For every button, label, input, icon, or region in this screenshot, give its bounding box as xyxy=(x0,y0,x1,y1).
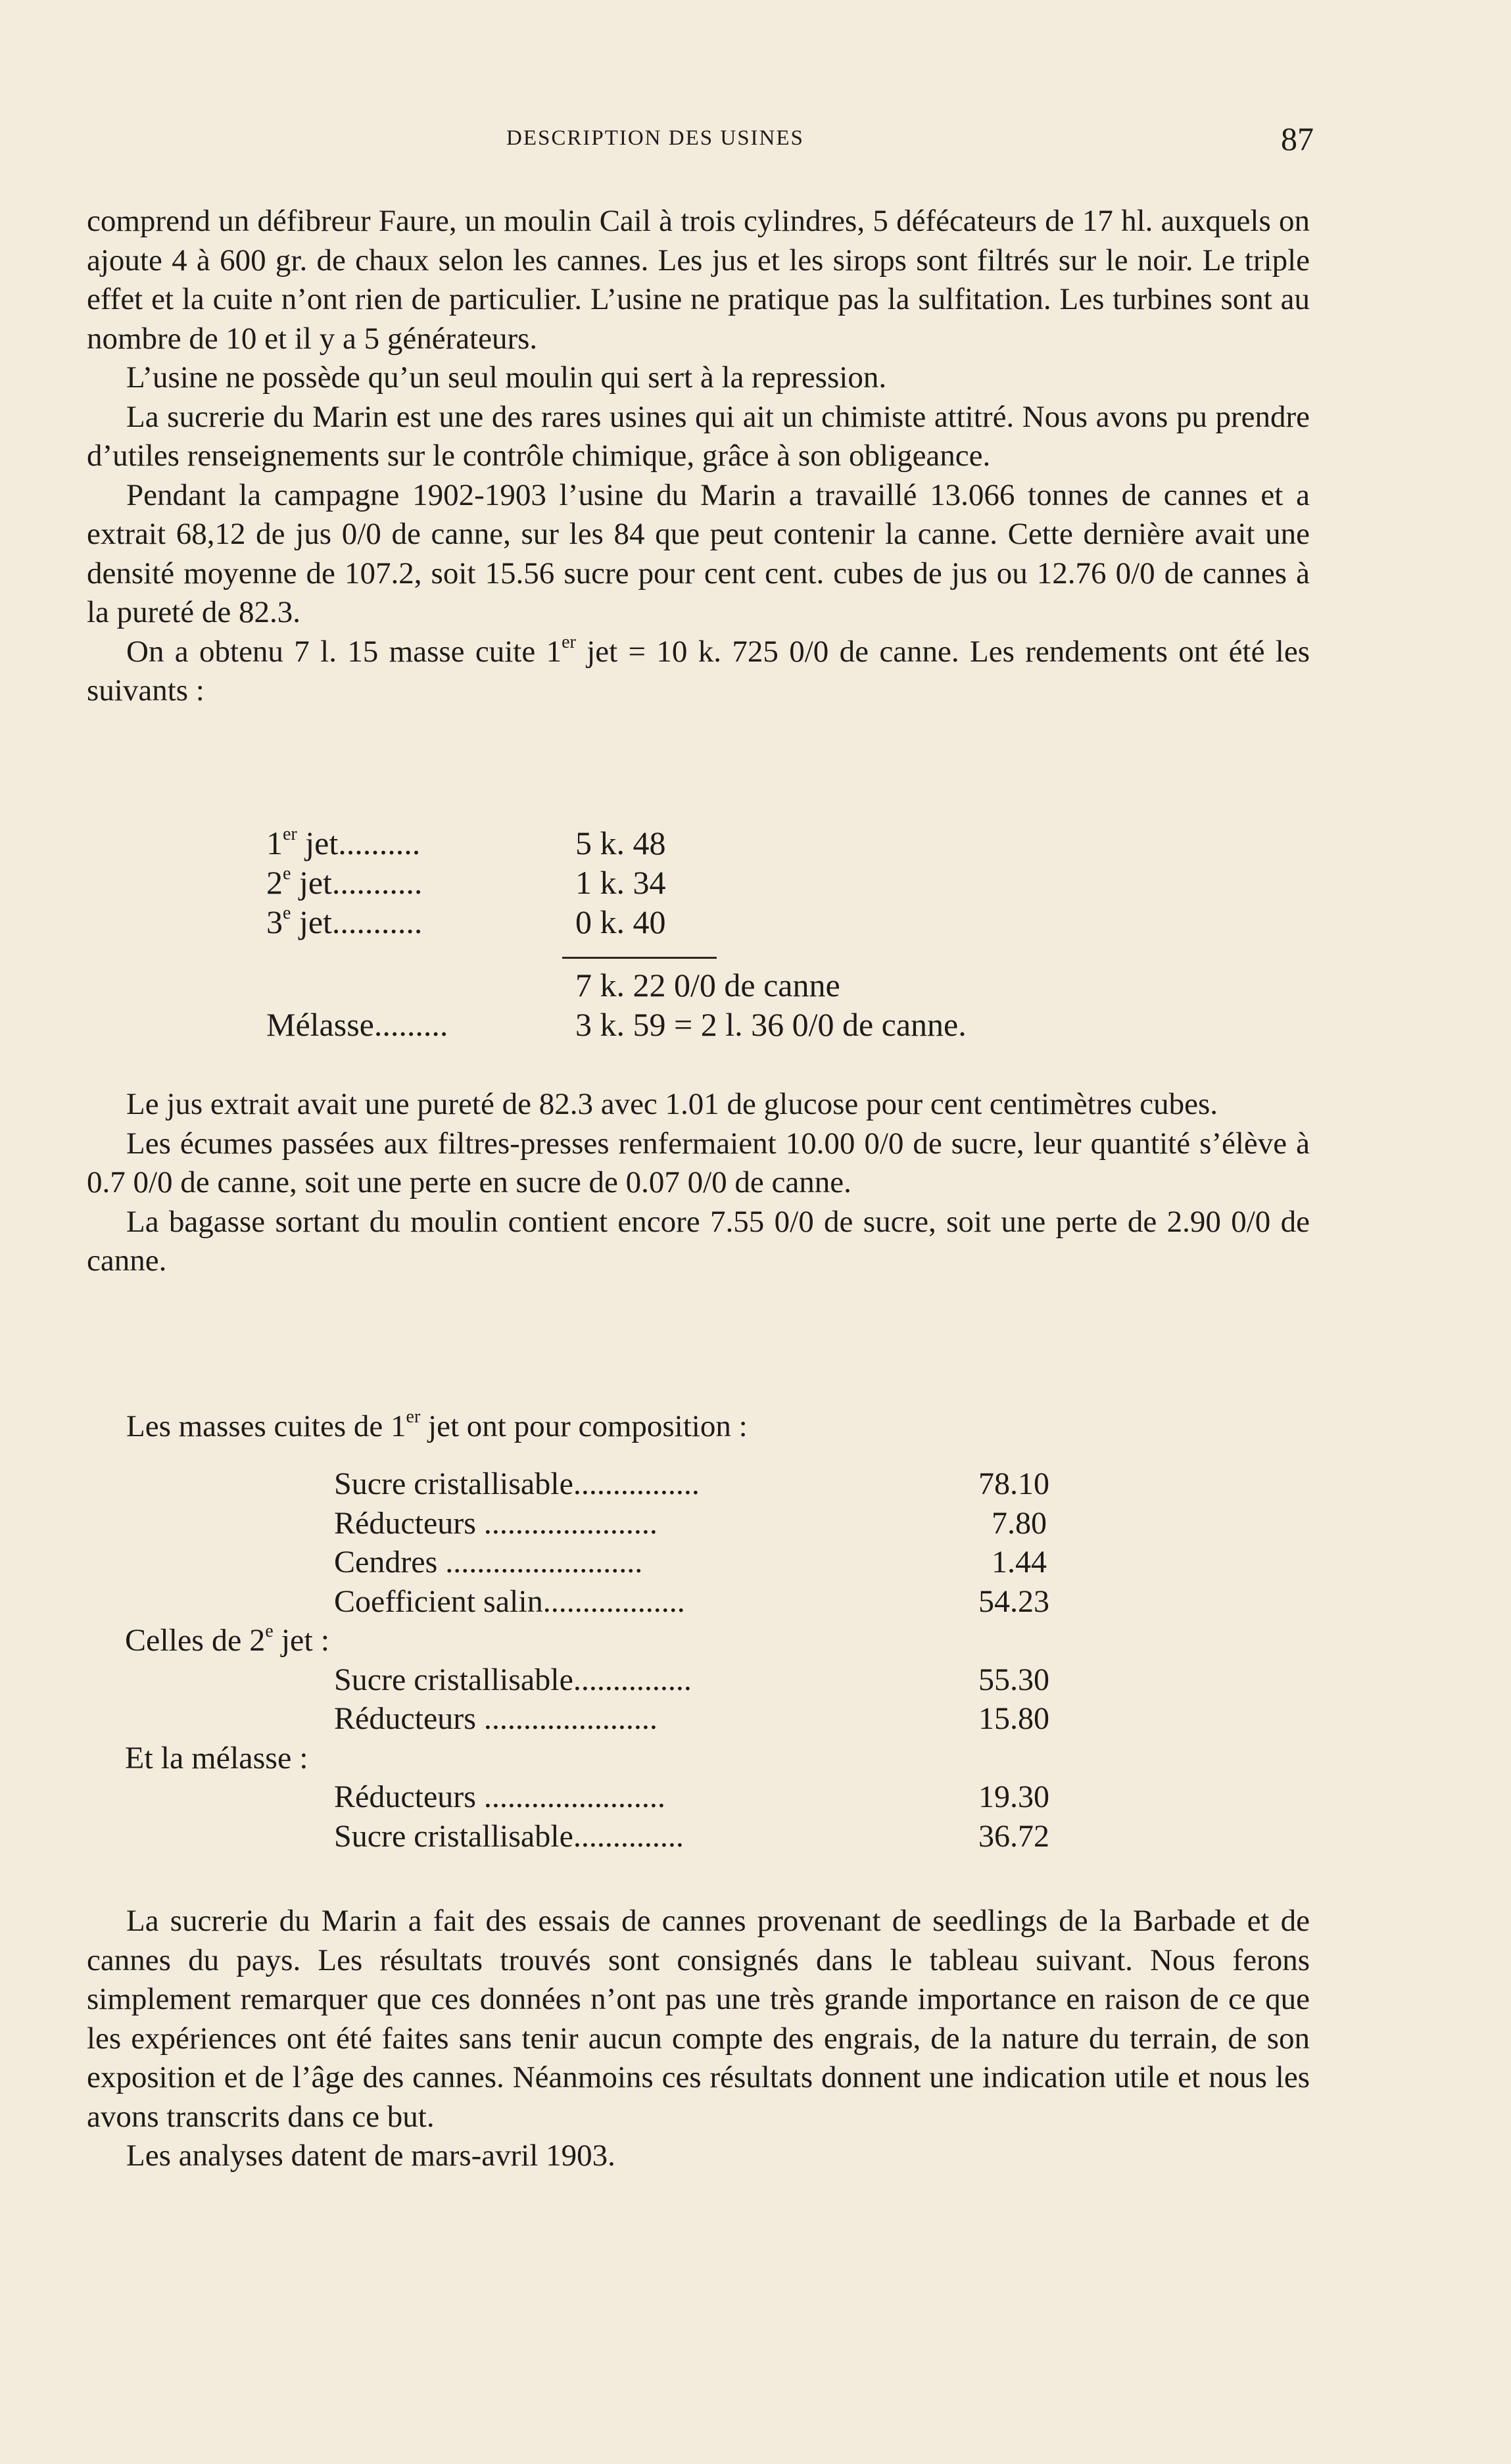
body-text-bottom xyxy=(87,1902,1310,2176)
composition-row: Cendres ......................... 1.44 xyxy=(334,1545,1047,1580)
body-text-top xyxy=(87,202,1310,711)
composition-subhead: Celles de 2e jet : xyxy=(125,1621,330,1658)
paragraph: La sucrerie du Marin a fait des essais de cannes provenant de seedlings de la Barbade et de cannes du pays. Les résultats trouvés sont consignés dans le tableau suivant. Nous ferons simplement remarquer que ces données n’ont pas une très grande importance en raison de ce que les expériences ont été faites sans tenir aucun compte des engrais, de la nature du terrain, de son exposition et de l’âge des cannes. Néanmoins ces résultats donnent une indication utile et nous les avons transcrits dans ce but. xyxy=(87,1904,1310,2134)
jets-total: 7 k. 22 0/0 de canne xyxy=(575,967,840,1003)
paragraph: La bagasse sortant du moulin contient encore 7.55 0/0 de sucre, soit une perte de 2.90 0/0 de canne. xyxy=(87,1204,1310,1278)
paragraph: Les analyses datent de mars-avril 1903. xyxy=(126,2138,615,2173)
composition-subhead: Et la mélasse : xyxy=(125,1740,308,1776)
composition-row: Réducteurs ...................... 7.80 xyxy=(334,1505,1047,1541)
jet-total-row xyxy=(266,965,1121,1005)
paragraph: La sucrerie du Marin est une des rares usines qui ait un chimiste attitré. Nous avons pu prendre d’utiles renseignements sur le contrôle chimique, grâce à son obligeance. xyxy=(87,399,1310,473)
jet-yields xyxy=(266,823,1121,1044)
jet-row: 2e jet........... 1 k. 34 xyxy=(266,863,666,901)
body-text-mid xyxy=(87,1085,1310,1281)
composition-row: Coefficient salin.................. 54.23 xyxy=(334,1583,1049,1619)
paragraph: Le jus extrait avait une pureté de 82.3 avec 1.01 de glucose pour cent centimètres cubes. xyxy=(126,1087,1218,1121)
composition-table xyxy=(125,1464,1111,1856)
paragraph: Pendant la campagne 1902-1903 l’usine du Marin a travaillé 13.066 tonnes de cannes et a extrait 68,12 de jus 0/0 de canne, sur les 84 que peut contenir la canne. Cette dernière avait une densité moyenne de 107.2, soit 15.56 sucre pour cent cent. cubes de jus ou 12.76 0/0 de cannes à la pureté de 82.3. xyxy=(87,477,1310,629)
paragraph: On a obtenu 7 l. 15 masse cuite 1er jet = 10 k. 725 0/0 de canne. Les rendements ont été les suivants : xyxy=(87,631,1310,708)
composition-row: Sucre cristallisable............... 55.30 xyxy=(334,1662,1049,1697)
running-header xyxy=(85,120,1314,159)
composition-row: Réducteurs ...................... 15.80 xyxy=(334,1701,1049,1736)
composition-intro: Les masses cuites de 1er jet ont pour composition : xyxy=(126,1407,748,1443)
composition-row: Sucre cristallisable................ 78.10 xyxy=(334,1466,1049,1501)
jet-row: 1er jet.......... 5 k. 48 xyxy=(266,824,666,861)
melasse-row: Mélasse......... 3 k. 59 = 2 l. 36 0/0 de canne. xyxy=(266,1006,967,1043)
paragraph: comprend un défibreur Faure, un moulin Cail à trois cylindres, 5 défécateurs de 17 hl. auxquels on ajoute 4 à 600 gr. de chaux selon les cannes. Les jus et les sirops sont filtrés sur le noir. Le triple effet et la cuite n’ont rien de particulier. L’usine ne pratique pas la sulfitation. Les turbines sont au nombre de 10 et il y a 5 générateurs. xyxy=(87,204,1310,356)
sum-rule xyxy=(562,957,717,959)
running-title: DESCRIPTION DES USINES xyxy=(506,126,804,150)
composition-row: Sucre cristallisable.............. 36.72 xyxy=(334,1818,1049,1854)
paragraph: L’usine ne possède qu’un seul moulin qui sert à la repression. xyxy=(126,360,887,395)
composition-row: Réducteurs ....................... 19.30 xyxy=(334,1779,1049,1814)
jet-row: 3e jet........... 0 k. 40 xyxy=(266,903,666,940)
page-number: 87 xyxy=(1281,120,1314,157)
paragraph: Les écumes passées aux filtres-presses renfermaient 10.00 0/0 de sucre, leur quantité s’élève à 0.7 0/0 de canne, soit une perte en sucre de 0.07 0/0 de canne. xyxy=(87,1126,1310,1199)
